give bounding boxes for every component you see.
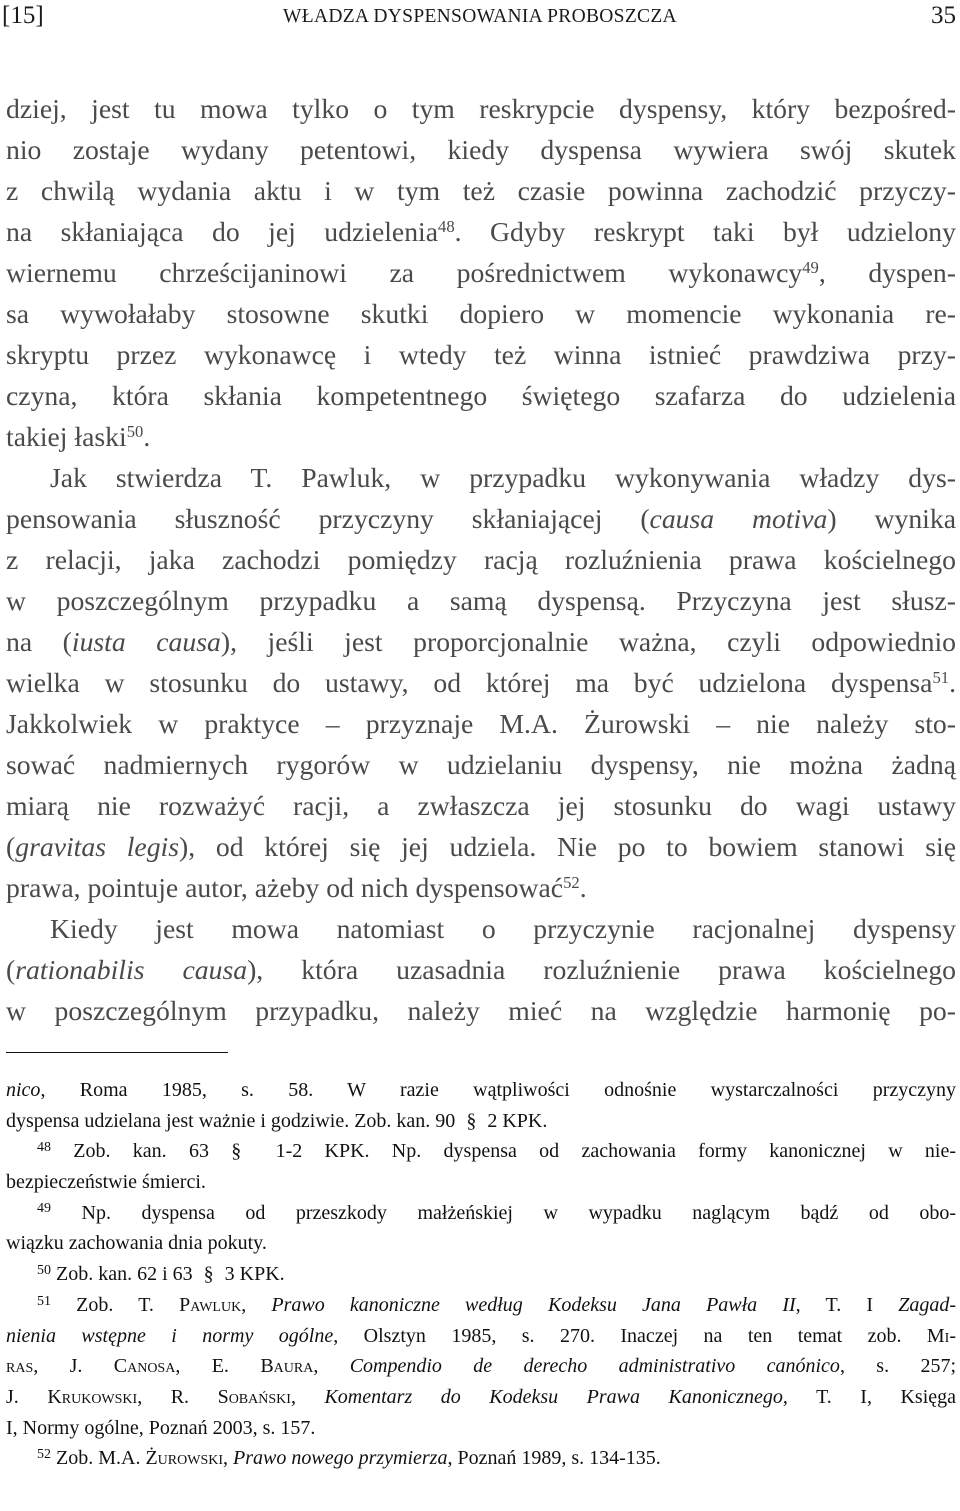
footnote-line: $^{52}$ Zob. M.A. Żurowski, Prawo nowego przymierza, Poznań 1989, s. 134-135. xyxy=(37,1446,661,1470)
footnote-line: dyspensa udzielana jest ważnie i godziwie. Zob. kan. 90 § 2 KPK. xyxy=(6,1106,956,1137)
text-line: Jakkolwiek w praktyce – przyznaje M.A. Żurowski – nie należy sto- xyxy=(6,708,956,739)
footnote-52 xyxy=(6,1443,956,1474)
footnote-number: 49 xyxy=(37,1201,51,1217)
text-line: Jak stwierdza T. Pawluk, w przypadku wykonywania władzy dys- xyxy=(50,462,956,493)
text-line: nio zostaje wydany petentowi, kiedy dyspensa wywiera swój skutek xyxy=(6,134,956,165)
footnote-ref: 51 xyxy=(932,667,950,687)
text-line: sować nadmiernych rygorów w udzielaniu dyspensy, nie można żadną xyxy=(6,749,956,780)
page-number: 35 xyxy=(931,2,956,29)
footnote-51 xyxy=(6,1290,956,1443)
footnote-line: nienia wstępne i normy ogólne, Olsztyn 1985, s. 270. Inaczej na ten temat zob. Mi- xyxy=(6,1324,956,1347)
footnote-50 xyxy=(6,1259,956,1290)
section-sign: § xyxy=(203,1263,214,1286)
footnote-line: $^{48}$ Zob. kan. 63 § 1-2 KPK. Np. dyspensa od zachowania formy kanonicznej w nie- xyxy=(6,1136,956,1167)
running-header xyxy=(0,0,960,40)
text-line: Kiedy jest mowa natomiast o przyczynie racjonalnej dyspensy xyxy=(50,913,956,944)
footnote-separator xyxy=(6,1052,228,1053)
text-line: z relacji, jaka zachodzi pomiędzy racją rozluźnienia prawa kościelnego xyxy=(6,544,956,575)
text-line: takiej łaski$^{50}$. xyxy=(6,421,151,452)
footnote-continuation xyxy=(6,1075,956,1136)
footnote-line: $^{51}$ Zob. T. Pawluk, Prawo kanoniczne według Kodeksu Jana Pawła II, T. I Zagad- xyxy=(37,1293,957,1316)
running-title: WŁADZA DYSPENSOWANIA PROBOSZCZA xyxy=(283,6,677,27)
footnote-line: ras, J. Canosa, E. Baura, Compendio de derecho administrativo canónico, s. 257; xyxy=(6,1355,957,1378)
text-line: skryptu przez wykonawcę i wtedy też winna istnieć prawdziwa przy- xyxy=(6,339,956,370)
footnote-line: bezpieczeństwie śmierci. xyxy=(6,1171,206,1194)
main-text xyxy=(6,88,956,1031)
text-line: wiernemu chrześcijaninowi za pośrednictwem wykonawcy$^{49}$, dyspen- xyxy=(6,257,956,288)
text-line: (gravitas legis), od której się jej udziela. Nie po to bowiem stanowi się xyxy=(6,831,956,862)
bracket-page-number: [15] xyxy=(2,2,44,29)
footnote-ref: 48 xyxy=(438,216,455,236)
paragraph-2 xyxy=(6,457,956,908)
footnote-ref: 49 xyxy=(802,257,819,277)
text-line: (rationabilis causa), która uzasadnia rozluźnienie prawa kościelnego xyxy=(6,954,957,985)
paragraph-3 xyxy=(6,908,956,1031)
footnote-48 xyxy=(6,1136,956,1197)
footnote-line: nico, Roma 1985, s. 58. W razie wątpliwości odnośnie wystarczalności przyczyny xyxy=(6,1079,956,1101)
footnote-number: 50 xyxy=(37,1262,51,1278)
text-line: wielka w stosunku do ustawy, od której ma być udzielona dyspensa$^{51}$. xyxy=(6,667,956,698)
paragraph-1 xyxy=(6,88,956,457)
section-sign: § xyxy=(231,1140,242,1163)
text-line: z chwilą wydania aktu i w tym też czasie powinna zachodzić przyczy- xyxy=(6,175,956,206)
text-line: w poszczególnym przypadku a samą dyspensą. Przyczyna jest słusz- xyxy=(6,585,956,616)
text-line: prawa, pointuje autor, ażeby od nich dyspensować$^{52}$. xyxy=(6,872,587,903)
footnote-line: $^{50}$ Zob. kan. 62 i 63 § 3 KPK. xyxy=(6,1259,956,1290)
text-line: miarą nie rozważyć racji, a zwłaszcza jej stosunku do wagi ustawy xyxy=(6,790,956,821)
footnote-number: 51 xyxy=(37,1293,51,1309)
footnote-line: I, Normy ogólne, Poznań 2003, s. 157. xyxy=(6,1416,316,1439)
footnote-line: $^{49}$ Np. dyspensa od przeszkody małżeńskiej w wypadku naglącym bądź od obo- xyxy=(37,1201,957,1224)
footnote-ref: 50 xyxy=(126,421,144,441)
footnote-number: 52 xyxy=(37,1446,51,1462)
footnotes xyxy=(6,1075,956,1474)
text-line: dziej, jest tu mowa tylko o tym reskrypcie dyspensy, który bezpośred- xyxy=(6,93,956,124)
text-line: sa wywołałaby stosowne skutki dopiero w momencie wykonania re- xyxy=(6,298,956,329)
footnote-line: J. Krukowski, R. Sobański, Komentarz do Kodeksu Prawa Kanonicznego, T. I, Księga xyxy=(6,1385,957,1408)
text-line: pensowania słuszność przyczyny skłaniającej (causa motiva) wynika xyxy=(6,503,956,534)
section-sign: § xyxy=(466,1109,477,1132)
footnote-number: 48 xyxy=(37,1140,51,1156)
text-line: czyna, która skłania kompetentnego świętego szafarza do udzielenia xyxy=(6,380,956,411)
text-line: na (iusta causa), jeśli jest proporcjonalnie ważna, czyli odpowiednio xyxy=(6,626,956,657)
footnote-line: wiązku zachowania dnia pokuty. xyxy=(6,1232,267,1255)
text-line: w poszczególnym przypadku, należy mieć na względzie harmonię po- xyxy=(6,995,956,1026)
footnote-49 xyxy=(6,1198,956,1259)
footnote-ref: 52 xyxy=(563,872,580,892)
text-line: na skłaniająca do jej udzielenia$^{48}$. Gdyby reskrypt taki był udzielony xyxy=(6,216,956,247)
